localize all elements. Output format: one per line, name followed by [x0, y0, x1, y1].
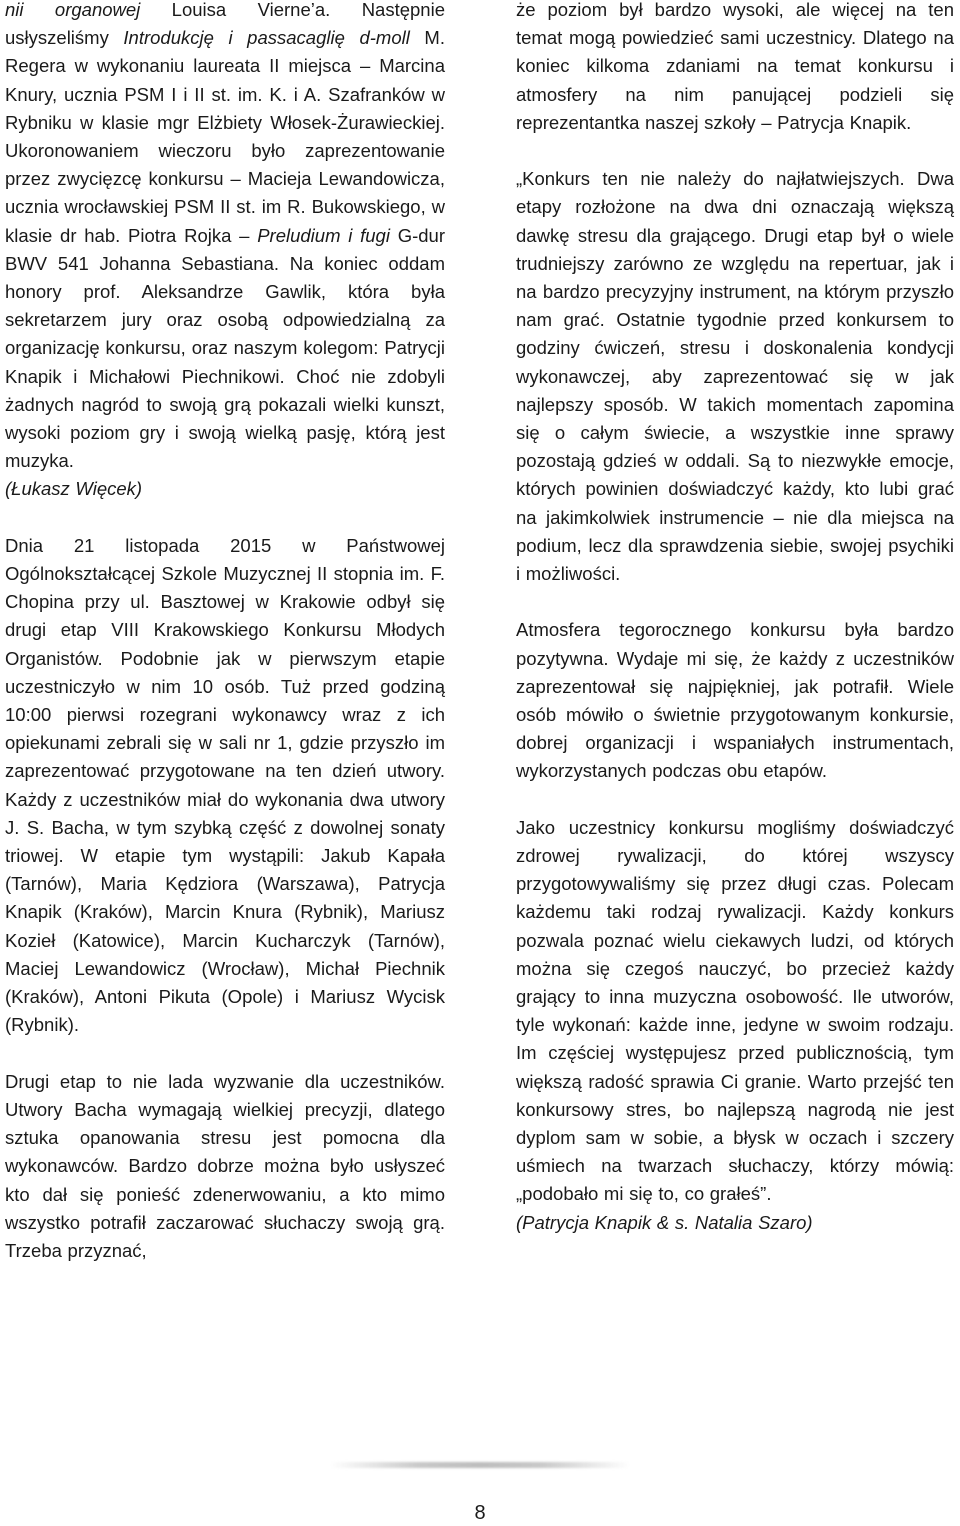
paragraph-quote-contest: „Konkurs ten nie należy do najłatwiejszych. Dwa etapy rozłożone na dwa dni oznaczają większą dawkę stresu dla grającego. Drugi etap był o wiele trudniejszy zarówno ze względu na repertuar, jak i na bardzo precyzyjny instrument, na którym przyszło nam grać. Ostatnie tygodnie przed konkursem to godziny ćwiczeń, stresu i doskonalenia kondycji wykonawczej, aby zaprezentować się w jak najlepszy sposób. W takich momentach zapomina się o całym świecie, a wszystkie inne sprawy pozostają gdzieś w oddali. Są to niezwykłe emocje, których powinien doświadczyć każdy, kto lubi grać na jakimkolwiek instrumencie – nie dla miejsca na podium, lecz dla sprawdzenia siebie, swojej psychiki i możliwości. [516, 168, 954, 585]
paragraph-second-stage: Dnia 21 listopada 2015 w Państwowej Ogólnokształcącej Szkole Muzycznej II stopnia im. F. Chopina przy ul. Basztowej w Krakowie odbył się drugi etap VIII Krakowskiego Konkursu Młodych Organistów. Podobnie jak w pierwszym etapie uczestniczyło w nim 10 osób. Tuż przed godziną 10:00 pierwsi rozegrani wykonawcy wraz z ich opiekunami zebrali się w sali nr 1, gdzie przyszło im zaprezentować przygotowane na ten dzień utwory. Każdy z uczestników miał do wykonania dwa utwory J. S. Bacha, w tym szybką część z dowolnej sonaty triowej. W etapie tym wystąpili: Jakub Kapała (Tarnów), Maria Kędziora (Warszawa), Patrycja Knapik (Kraków), Marcin Knura (Rybnik), Mariusz Kozieł (Katowice), Marcin Kucharczyk (Tarnów), Maciej Lewandowicz (Wrocław), Michał Piechnik (Kraków), Antoni Pikuta (Opole) i Mariusz Wycisk (Rybnik). [5, 534, 445, 1036]
footer-divider [330, 1462, 630, 1468]
paragraph-rivalry: Jako uczestnicy konkursu mogliśmy doświadczyć zdrowej rywalizacji, do której wszyscy przygotowywaliśmy się przez długi czas. Polecam każdemu taki rodzaj rywalizacji. Każdy konkurs pozwala poznać wielu ciekawych ludzi, od których można się czegoś nauczyć, bo przecież każdy grający to inna muzyczna osobowość. Ile utworów, tyle wykonań: każde inne, jedyne w swoim rodzaju. Im częściej występujesz przed publicznością, tym większą radość sprawia Ci granie. Warto przejść ten konkursowy stres, bo najlepszą nagrodą nie jest dyplom sam w sobie, a błysk w oczach i szczery uśmiech na twarzach słuchaczy, którzy mówią: „podobało mi się to, co grałeś”. [516, 816, 954, 1205]
paragraph-text: M. Regera w wykonaniu laureata II miejsca – Marcina Knury, ucznia PSM I i II st. im. K. i A. Szafranków w Rybniku w klasie mgr Elżbiety Włosek-Żurawieckiej. Ukoronowaniem wieczoru było zaprezentowanie przez zwycięzcę konkursu – Macieja Lewandowicza, ucznia wrocławskiej PSM II st. im R. Bukowskiego, w klasie dr hab. Piotra Rojka – [5, 27, 445, 246]
paragraph-atmosphere: Atmosfera tegorocznego konkursu była bardzo pozytywna. Wydaje mi się, że każdy z uczestników zaprezentował się najpiękniej, jak potrafił. Wiele osób mówiło o świetnie przygotowanym konkursie, dobrej organizacji i wspaniałych instrumentach, wykorzystanych podczas obu etapów. [516, 619, 954, 782]
right-column [516, 0, 954, 1265]
paragraph-concert-review [5, 0, 445, 475]
italic-text: Introdukcję i passacaglię d-moll [123, 27, 410, 49]
paragraph-text: Louisa Vierne’a. Następnie usłyszeliśmy [5, 0, 445, 49]
italic-text: nii organowej [5, 0, 141, 20]
paragraph-text: G-dur BWV 541 Johanna Sebastiana. Na koniec oddam honory prof. Aleksandrze Gawlik, która była sekretarzem jury oraz osobą odpowiedzialną za organizację konkursu, oraz naszym kolegom: Patrycji Knapik i Michałowi Piechnikowi. Choć nie zdobyli żadnych nagród to swoją grą pokazali wielki kunszt, wysoki poziom gry i swoją wielką pasję, którą jest muzyka. [5, 224, 445, 472]
page-number: 8 [474, 1502, 486, 1524]
paragraph-level: że poziom był bardzo wysoki, ale więcej na ten temat mogą powiedzieć sami uczestnicy. Dlatego na koniec kilkoma zdaniami na temat konkursu i atmosfery na nim panującej podzieli się reprezentantka naszej szkoły – Patrycja Knapik. [516, 0, 954, 133]
signature-lukasz: (Łukasz Więcek) [5, 478, 143, 500]
left-column [5, 0, 445, 1265]
paragraph-challenge: Drugi etap to nie lada wyzwanie dla uczestników. Utwory Bacha wymagają wielkiej precyzji, dlatego sztuka opanowania stresu jest pomocna dla wykonawców. Bardzo dobrze można było usłyszeć kto dał się ponieść zdenerwowaniu, a kto mimo wszystko potrafił zaczarować słuchaczy swoją grą. Trzeba przyznać, [5, 1070, 445, 1261]
italic-text: Preludium i fugi [257, 224, 390, 246]
signature-patrycja-natalia: (Patrycja Knapik & s. Natalia Szaro) [516, 1211, 813, 1233]
